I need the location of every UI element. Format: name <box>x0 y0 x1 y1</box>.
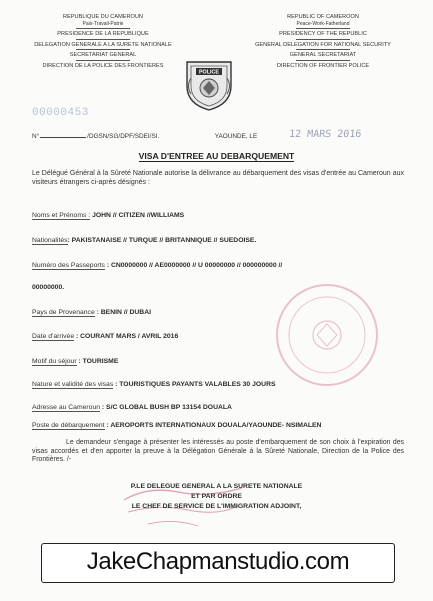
official-round-stamp-icon <box>272 280 382 390</box>
field-purpose <box>32 358 118 365</box>
arrival-label: Date d'arrivée <box>32 333 75 340</box>
address-label: Adresse au Cameroun <box>32 404 101 411</box>
presidency: PRESIDENCE DE LA REPUBLIQUE <box>57 31 149 38</box>
names-value: JOHN // CITIZEN //WILLIAMS <box>92 212 185 219</box>
divider <box>76 39 130 40</box>
title-text: VISA D'ENTREE AU DEBARQUEMENT <box>138 151 295 161</box>
field-passports <box>32 262 282 269</box>
emblem-label: POLICE <box>198 69 220 76</box>
signature-line-3: LE CHEF DE SERVICE DE L'IMMIGRATION ADJOINT, <box>131 503 302 510</box>
directorate: DIRECTION OF FRONTIER POLICE <box>276 62 370 69</box>
field-passports-cont <box>32 284 64 291</box>
field-address <box>32 404 232 411</box>
secretariat: GENERAL SECRETARIAT <box>289 52 357 59</box>
reference-line <box>32 133 257 140</box>
purpose-label: Motif du séjour <box>32 358 77 365</box>
visa-type-value: : TOURISTIQUES PAYANTS VALABLES 30 JOURS <box>115 381 276 388</box>
divider <box>76 28 130 29</box>
intro-paragraph: Le Délégué Général à la Sûreté Nationale autorise la délivrance au débarquement des visas d'entrée au Cameroun aux visiteurs étrangers ci-après désignés : <box>32 170 404 186</box>
country-name: REPUBLIQUE DU CAMEROUN <box>63 14 143 20</box>
provenance-label: Pays de Provenance <box>32 309 95 316</box>
directorate: DIRECTION DE LA POLICE DES FRONTIERES <box>42 62 164 69</box>
divider <box>296 49 350 50</box>
reference-code: /DGSN/SG/DPF/SDEI/SI. <box>87 133 160 140</box>
arrival-value: : COURANT MARS / AVRIL 2016 <box>76 333 179 340</box>
reference-prefix: N° <box>32 133 40 140</box>
nationalities-value: : PAKISTANAISE // TURQUE // BRITANNIQUE // SUEDOISE. <box>67 237 257 244</box>
address-value: : S/C GLOBAL BUSH BP 13154 DOUALA <box>101 404 232 411</box>
delegation: GENERAL DELEGATION FOR NATIONAL SECURITY <box>255 41 391 48</box>
field-nationalities <box>32 237 256 244</box>
divider <box>76 60 130 61</box>
header-left <box>28 14 178 70</box>
document-title <box>0 151 433 161</box>
passports-value: : CN0000000 // AE0000000 // U 00000000 // 000000000 // <box>106 262 283 269</box>
delegation: DELEGATION GENERALE A LA SURETE NATIONALE <box>34 41 172 48</box>
port-label: Poste de débarquement <box>32 422 105 429</box>
place-date-label: YAOUNDE, LE <box>214 133 258 140</box>
passports-value-cont: 00000000. <box>32 284 65 291</box>
divider <box>296 28 350 29</box>
divider <box>296 60 350 61</box>
provenance-value: : BENIN // DUBAI <box>96 309 152 316</box>
date-stamp: 12 MARS 2016 <box>288 129 362 140</box>
divider <box>296 39 350 40</box>
field-visa-type <box>32 381 276 388</box>
reference-blank <box>40 137 86 138</box>
names-label: Noms et Prénoms : <box>32 212 91 219</box>
secretariat: SECRETARIAT GENERAL <box>69 52 137 59</box>
signature-line-2: ET PAR ORDRE <box>191 493 242 500</box>
motto: Paix-Travail-Patrie <box>82 20 124 27</box>
motto: Peace-Work-Fatherland <box>296 20 350 27</box>
country-name: REPUBLIC OF CAMEROON <box>287 14 359 20</box>
field-names <box>32 212 184 219</box>
divider <box>76 49 130 50</box>
nationalities-label: Nationalités <box>32 237 68 244</box>
port-value: : AEROPORTS INTERNATIONAUX DOUALA/YAOUNDE- NSIMALEN <box>106 422 322 429</box>
watermark-banner: JakeChapmanstudio.com <box>41 543 395 583</box>
header-right <box>248 14 398 70</box>
field-provenance <box>32 309 151 316</box>
passports-label: Numéro des Passeports <box>32 262 105 269</box>
signature-line-1: P.LE DELEGUE GENERAL A LA SURETE NATIONALE <box>130 483 303 490</box>
closing-paragraph: Le demandeur s'engage à présenter les intéressés au poste d'embarquement de son choix à l'expiration des visas accordés et d'en apporter la preuve à la Délégation Générale à la Sûreté Nationale, Direction de la Police des Frontières. /- <box>32 439 404 464</box>
purpose-value: : TOURISME <box>78 358 119 365</box>
visa-type-label: Nature et validité des visas <box>32 381 114 388</box>
serial-number: 00000453 <box>32 107 89 119</box>
police-emblem-icon <box>183 56 235 112</box>
field-port <box>32 422 321 429</box>
presidency: PRESIDENCY OF THE REPUBLIC <box>279 31 367 38</box>
field-arrival <box>32 333 178 340</box>
